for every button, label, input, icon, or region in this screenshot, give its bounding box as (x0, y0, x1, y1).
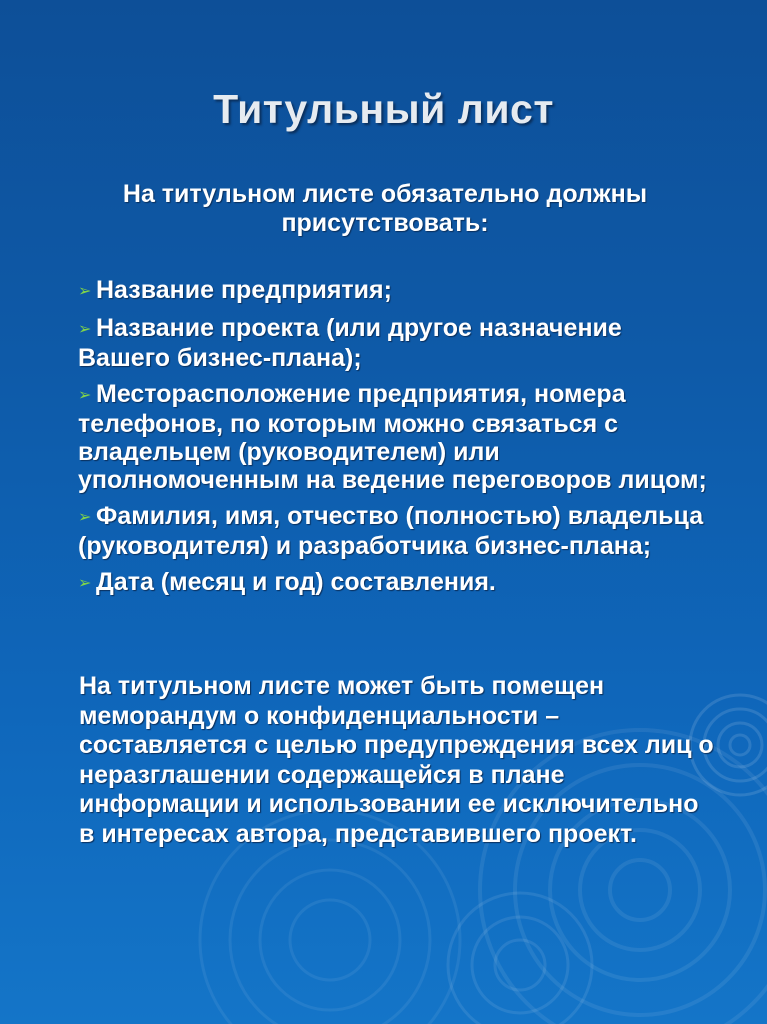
list-item (78, 568, 718, 598)
list-item (78, 502, 718, 560)
list-item (78, 276, 718, 306)
list-item-text: Дата (месяц и год) составления. (96, 568, 496, 596)
arrow-bullet-icon: ➢ (78, 387, 92, 404)
list-item-text: Фамилия, имя, отчество (полностью) владельца (руководителя) и разработчика бизнес-плана; (78, 502, 704, 560)
list-item (78, 314, 718, 372)
list-item-text: Месторасположение предприятия, номера телефонов, по которым можно связаться с владельцем (руководителем) или уполномоченным на ведение переговоров лицом; (78, 380, 707, 494)
arrow-bullet-icon: ➢ (78, 509, 92, 526)
slide-title: Титульный лист (213, 86, 554, 132)
arrow-bullet-icon: ➢ (78, 321, 92, 338)
requirements-list (78, 276, 718, 606)
confidentiality-note: На титульном листе может быть помещен меморандум о конфиденциальности – составляется с целью предупреждения всех лиц о неразглашении содержащейся в плане информации и использовании ее исключительно в интересах автора, представившего проект. (79, 672, 714, 848)
arrow-bullet-icon: ➢ (78, 575, 92, 592)
arrow-bullet-icon: ➢ (78, 283, 92, 300)
intro-text: На титульном листе обязательно должны присутствовать: (122, 180, 648, 237)
list-item (78, 380, 718, 494)
list-item-text: Название предприятия; (96, 276, 392, 304)
list-item-text: Название проекта (или другое назначение Вашего бизнес-плана); (78, 314, 622, 372)
